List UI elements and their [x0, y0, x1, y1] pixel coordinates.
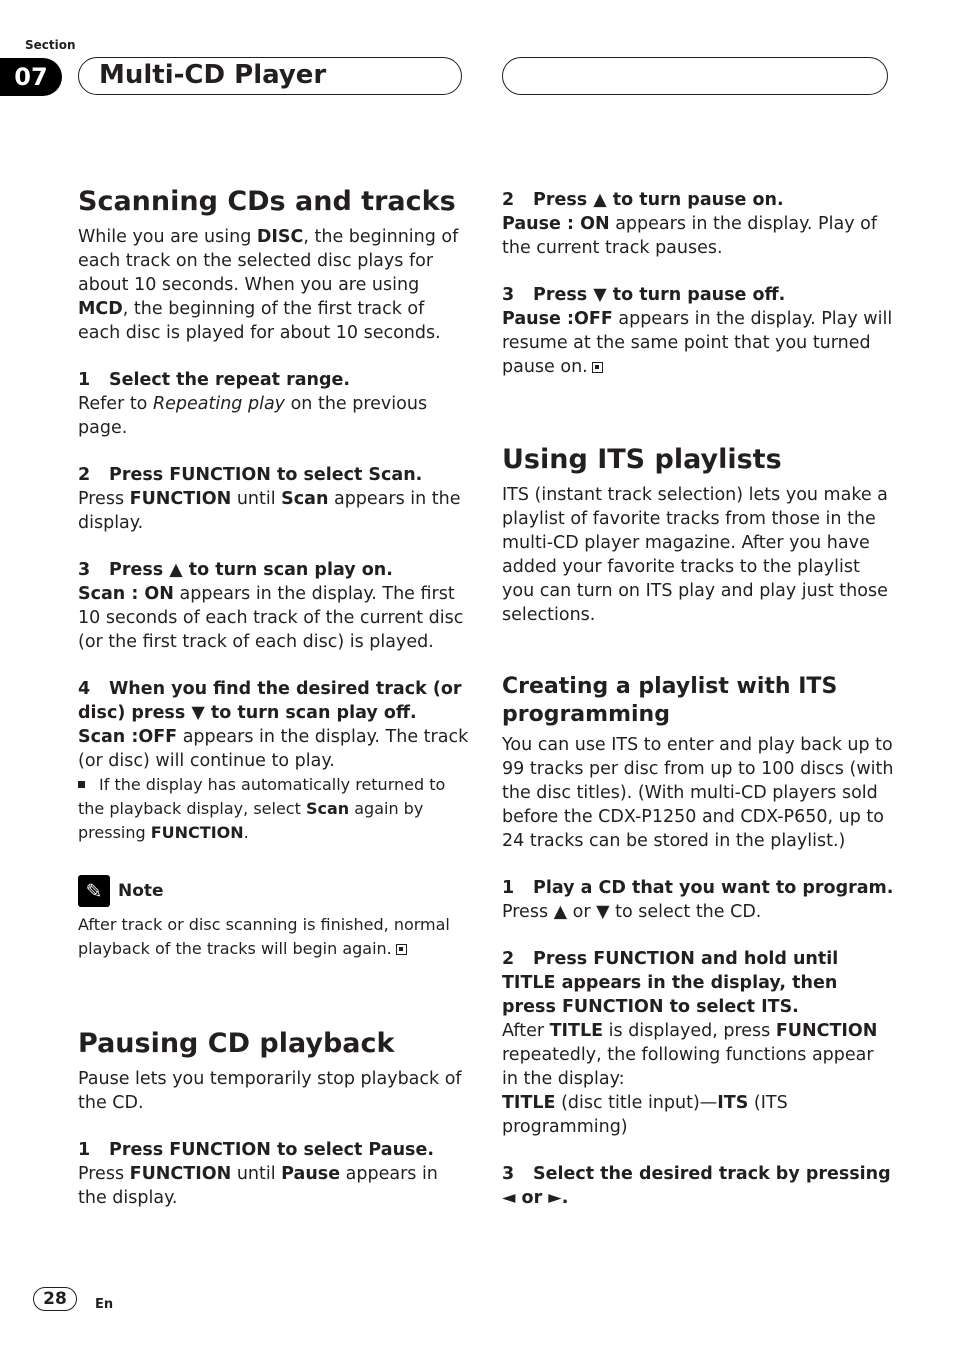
right-column: [502, 188, 894, 1210]
end-mark-icon: [592, 362, 603, 373]
left-column: [78, 185, 470, 1210]
scan-step-1-title: 1 Select the repeat range.: [78, 370, 351, 390]
scan-step-2-title: 2 Press FUNCTION to select Scan.: [78, 465, 423, 485]
scan-step-3-body: Scan : ON appears in the display. The first 10 seconds of each track of the current disc (or the first track of each disc) is played.: [78, 584, 464, 652]
scan-intro: While you are using DISC, the beginning of each track on the selected disc plays for about 10 seconds. When you are using MCD, the beginning of the first track of each disc is played for about 10 seconds.: [78, 227, 459, 343]
pause-intro: Pause lets you temporarily stop playback of the CD.: [78, 1069, 462, 1113]
chapter-title-box: [78, 57, 462, 95]
its-sub-intro: You can use ITS to enter and play back up to 99 tracks per disc from up to 100 discs (with the disc titles). (With multi-CD players sold before the CDX-P1250 and CDX-P650, up to 24 tracks can be stored in the playlist.): [502, 735, 894, 851]
note-pencil-icon: ✎: [78, 875, 110, 907]
bullet-icon: [78, 781, 85, 788]
chapter-title: Multi-CD Player: [99, 60, 327, 90]
note-text: After track or disc scanning is finished, normal playback of the tracks will begin again.: [78, 915, 450, 958]
its-step-1-body: Press ▲ or ▼ to select the CD.: [502, 902, 762, 922]
its-step-2-title: 2 Press FUNCTION and hold until TITLE appears in the display, then press FUNCTION to select ITS.: [502, 949, 839, 1017]
scan-step-2-body: Press FUNCTION until Scan appears in the display.: [78, 489, 461, 533]
its-step-2-body: After TITLE is displayed, press FUNCTION repeatedly, the following functions appear in the display: TITLE (disc title input)—ITS (ITS programming): [502, 1021, 878, 1137]
page-number: 28: [33, 1287, 77, 1311]
pause-step-3-title: 3 Press ▼ to turn pause off.: [502, 285, 786, 305]
section-label: Section: [25, 38, 76, 52]
pause-step-3-body: Pause :OFF appears in the display. Play will resume at the same point that you turned pause on.: [502, 309, 893, 377]
its-heading: Using ITS playlists: [502, 444, 782, 475]
note-label: Note: [118, 881, 164, 901]
scan-step-1-body: Refer to Repeating play on the previous page.: [78, 394, 428, 438]
its-intro: ITS (instant track selection) lets you make a playlist of favorite tracks from those in the multi-CD player magazine. After you have added your favorite tracks to the playlist you can turn on ITS play and play just those selections.: [502, 485, 888, 625]
scan-step-4-title: 4 When you find the desired track (or disc) press ▼ to turn scan play off.: [78, 679, 462, 723]
scan-step-4-body: Scan :OFF appears in the display. The track (or disc) will continue to play.: [78, 727, 469, 771]
scan-bullet: If the display has automatically returned to the playback display, select Scan again by pressing FUNCTION.: [78, 775, 446, 842]
empty-header-box: [502, 57, 888, 95]
note-header: [78, 875, 470, 907]
pause-step-2-title: 2 Press ▲ to turn pause on.: [502, 190, 784, 210]
pause-step-2-body: Pause : ON appears in the display. Play of the current track pauses.: [502, 214, 877, 258]
pause-step-1-title: 1 Press FUNCTION to select Pause.: [78, 1140, 434, 1160]
scan-heading: Scanning CDs and tracks: [78, 186, 456, 217]
its-subheading: Creating a playlist with ITS programming: [502, 674, 838, 727]
section-number: 07: [0, 58, 62, 96]
language-code: En: [95, 1297, 114, 1312]
pause-step-1-body: Press FUNCTION until Pause appears in the display.: [78, 1164, 438, 1208]
scan-step-3-title: 3 Press ▲ to turn scan play on.: [78, 560, 393, 580]
pause-heading: Pausing CD playback: [78, 1028, 395, 1059]
its-step-3-title: 3 Select the desired track by pressing ◄ or ►.: [502, 1164, 891, 1208]
its-step-1-title: 1 Play a CD that you want to program.: [502, 878, 894, 898]
end-mark-icon: [396, 944, 407, 955]
